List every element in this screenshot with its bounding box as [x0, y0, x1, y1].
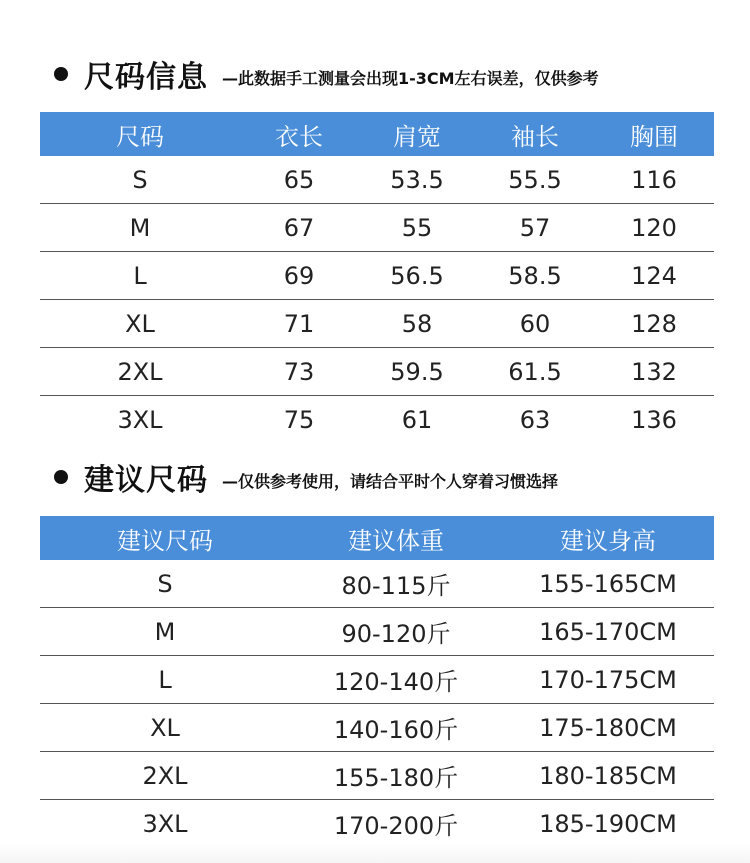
cell-weight: 155-180斤: [290, 752, 502, 800]
header-length: 衣长: [275, 122, 323, 151]
table-row: [40, 656, 714, 704]
cell-weight: 120-140斤: [290, 656, 502, 704]
cell-size: L: [40, 252, 240, 300]
cell-size: XL: [40, 704, 290, 752]
cell-size: L: [40, 656, 290, 704]
size-info-heading: [54, 52, 599, 96]
cell-weight: 90-120斤: [290, 608, 502, 656]
cell-height: 175-180CM: [502, 704, 714, 752]
bullet-dot-icon: [54, 470, 68, 484]
size-info-table: [40, 112, 714, 443]
cell-size: 2XL: [40, 752, 290, 800]
cell-size: S: [40, 560, 290, 608]
cell-shoulder: 55: [358, 204, 476, 252]
cell-shoulder: 53.5: [358, 156, 476, 204]
header-sleeve: 袖长: [511, 122, 559, 151]
cell-weight: 170-200斤: [333, 812, 459, 840]
cell-chest: 120: [594, 204, 714, 252]
cell-weight: 80-115斤: [290, 560, 502, 608]
header-suggest-size: 建议尺码: [117, 526, 213, 555]
size-suggest-heading: [54, 455, 558, 499]
cell-sleeve: 63: [519, 405, 551, 434]
cell-chest: 132: [594, 348, 714, 396]
table-row: [40, 608, 714, 656]
cell-height: 165-170CM: [502, 608, 714, 656]
cell-size: M: [40, 608, 290, 656]
cell-sleeve: 60: [476, 300, 594, 348]
cell-length: 75: [283, 405, 315, 434]
cell-height: 180-185CM: [502, 752, 714, 800]
table-row: [40, 752, 714, 800]
cell-length: 67: [240, 204, 358, 252]
header-chest: 胸围: [630, 122, 678, 151]
table-row: [40, 396, 714, 444]
table-row: [40, 156, 714, 204]
cell-size: 3XL: [142, 809, 188, 838]
cell-length: 73: [240, 348, 358, 396]
cell-weight: 140-160斤: [290, 704, 502, 752]
cell-length: 69: [240, 252, 358, 300]
size-info-title: 尺码信息: [84, 60, 208, 95]
cell-height: 170-175CM: [502, 656, 714, 704]
cell-chest: 116: [594, 156, 714, 204]
cell-size: XL: [40, 300, 240, 348]
size-suggest-note: —仅供参考使用，请结合平时个人穿着习惯选择: [222, 471, 559, 491]
cell-shoulder: 59.5: [358, 348, 476, 396]
cell-size: M: [40, 204, 240, 252]
table-row: [40, 252, 714, 300]
cell-chest: 128: [594, 300, 714, 348]
table-row: [40, 300, 714, 348]
header-suggest-weight: 建议体重: [348, 526, 444, 555]
cell-height: 155-165CM: [502, 560, 714, 608]
cell-shoulder: 61: [401, 405, 433, 434]
header-suggest-height: 建议身高: [560, 526, 656, 555]
table-row: [40, 704, 714, 752]
size-suggest-title: 建议尺码: [84, 463, 208, 498]
cell-shoulder: 56.5: [358, 252, 476, 300]
size-suggest-table: [40, 516, 714, 847]
cell-shoulder: 58: [358, 300, 476, 348]
cell-length: 65: [240, 156, 358, 204]
header-size: 尺码: [116, 122, 164, 151]
cell-sleeve: 61.5: [476, 348, 594, 396]
cell-size: S: [40, 156, 240, 204]
cell-sleeve: 57: [476, 204, 594, 252]
size-info-header-row: [40, 112, 714, 156]
cell-chest: 124: [594, 252, 714, 300]
cell-sleeve: 55.5: [476, 156, 594, 204]
cell-size: 3XL: [117, 405, 163, 434]
table-row: [40, 204, 714, 252]
cell-length: 71: [240, 300, 358, 348]
cell-size: 2XL: [40, 348, 240, 396]
cell-chest: 136: [631, 405, 677, 434]
bullet-dot-icon: [54, 67, 68, 81]
table-row: [40, 560, 714, 608]
cell-sleeve: 58.5: [476, 252, 594, 300]
table-row: [40, 800, 714, 848]
bottom-fade: [0, 843, 750, 863]
size-suggest-header-row: [40, 516, 714, 560]
size-info-note: —此数据手工测量会出现1-3CM左右误差，仅供参考: [222, 68, 599, 88]
cell-height: 185-190CM: [539, 809, 677, 838]
table-row: [40, 348, 714, 396]
header-shoulder: 肩宽: [393, 122, 441, 151]
